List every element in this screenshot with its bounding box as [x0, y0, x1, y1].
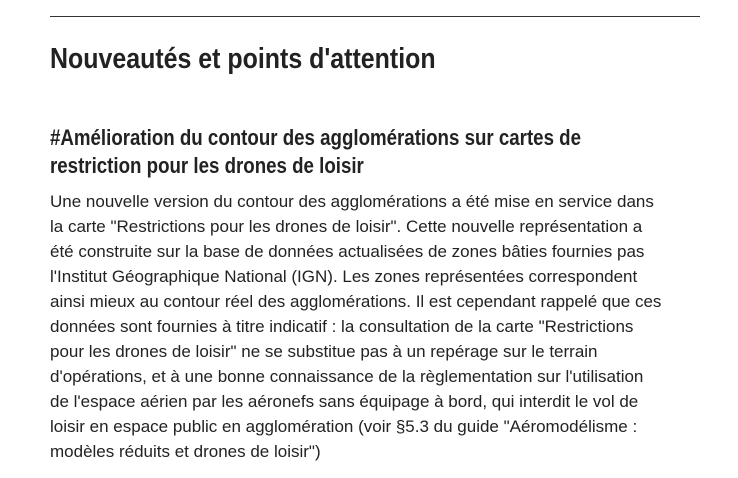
- top-divider: [50, 16, 700, 17]
- article-body-line: données sont fournies à titre indicatif : la consultation de la carte "Restrictions: [50, 317, 634, 336]
- article-body-line: l'Institut Géographique National (IGN). Les zones représentées correspondent: [50, 267, 638, 286]
- article-body-line: d'opérations, et à une bonne connaissance de la règlementation sur l'utilisation: [50, 367, 644, 386]
- article-body-line: pour les drones de loisir" ne se substitue pas à un repérage sur le terrain: [50, 342, 598, 361]
- article-body-line: la carte "Restrictions pour les drones de loisir". Cette nouvelle représentation a: [50, 217, 643, 236]
- article-heading-line: #Amélioration du contour des agglomérations sur cartes de: [50, 125, 581, 150]
- article-body-line: loisir en espace public en agglomération (voir §5.3 du guide "Aéromodélisme :: [50, 417, 638, 436]
- article-body: [50, 189, 661, 464]
- section-title: Nouveautés et points d'attention: [50, 43, 436, 75]
- article-body-line: Une nouvelle version du contour des agglomérations a été mise en service dans: [50, 192, 654, 211]
- article-body-line: été construite sur la base de données actualisées de zones bâties fournies pas: [50, 242, 645, 261]
- article-heading: [50, 124, 696, 180]
- article-body-line: ainsi mieux au contour réel des agglomérations. Il est cependant rappelé que ces: [50, 292, 662, 311]
- article-heading-line: restriction pour les drones de loisir: [50, 153, 364, 178]
- article-body-line: de l'espace aérien par les aéronefs sans équipage à bord, qui interdit le vol de: [50, 392, 639, 411]
- article-body-line: modèles réduits et drones de loisir"): [50, 442, 321, 461]
